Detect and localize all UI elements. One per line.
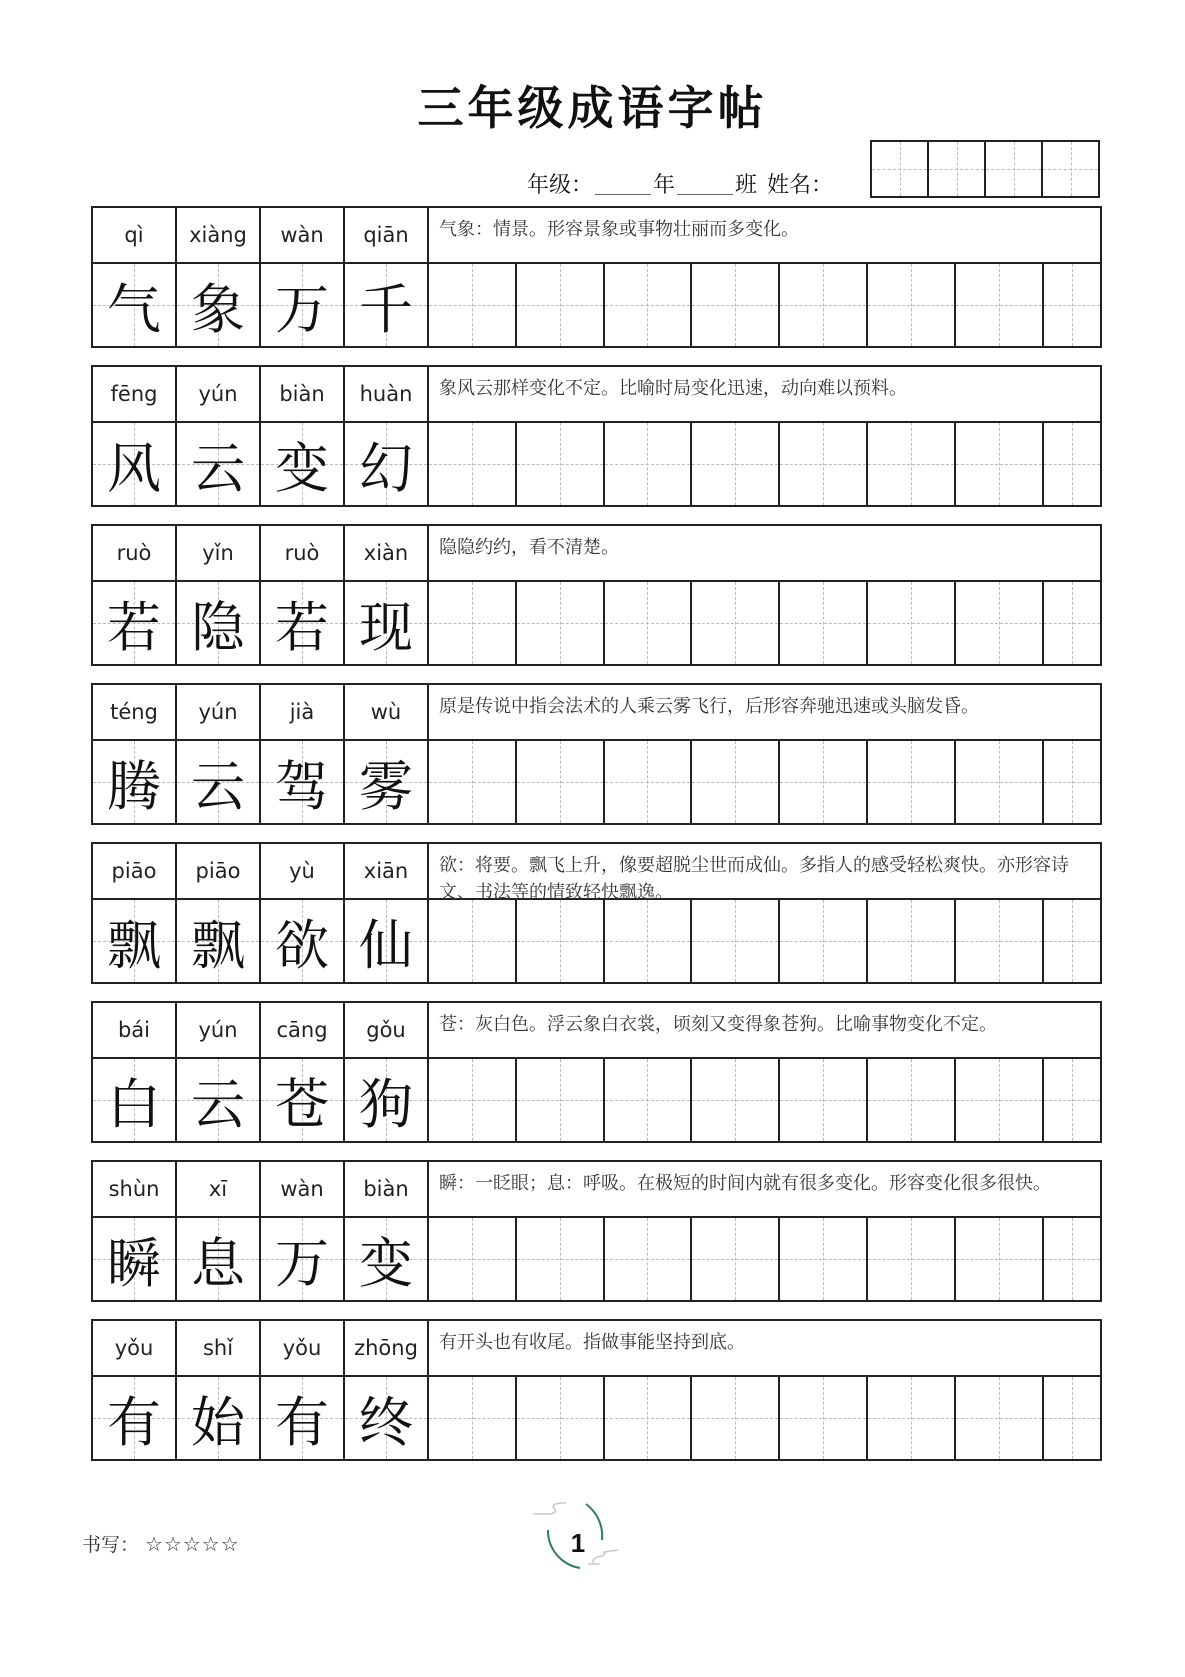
model-character: 腾: [107, 754, 161, 818]
practice-cell[interactable]: [1044, 741, 1100, 823]
model-character-cell: [177, 1059, 261, 1141]
idiom-block: [91, 1319, 1102, 1461]
pinyin-cell: piāo: [93, 844, 177, 898]
model-character-cell: [177, 1377, 261, 1459]
practice-cell[interactable]: [517, 900, 605, 982]
character-row: [93, 1377, 1100, 1459]
practice-cell[interactable]: [605, 1218, 693, 1300]
practice-cell[interactable]: [605, 582, 693, 664]
practice-cell[interactable]: [692, 1377, 780, 1459]
practice-cell[interactable]: [429, 741, 517, 823]
practice-cell[interactable]: [517, 582, 605, 664]
pinyin-cell: xiān: [345, 844, 429, 898]
model-character-cell: [93, 1218, 177, 1300]
model-character-cell: [345, 900, 429, 982]
model-character: 苍: [275, 1072, 329, 1136]
idiom-block: [91, 842, 1102, 984]
page-number: 1: [570, 1528, 586, 1558]
practice-cell[interactable]: [1044, 582, 1100, 664]
model-character: 隐: [191, 595, 245, 659]
idiom-block: [91, 524, 1102, 666]
practice-cell[interactable]: [868, 582, 956, 664]
practice-cell[interactable]: [692, 1218, 780, 1300]
model-character-cell: [345, 423, 429, 505]
pinyin-cell: jià: [261, 685, 345, 739]
practice-cell[interactable]: [429, 1377, 517, 1459]
model-character: 象: [191, 277, 245, 341]
model-character: 有: [107, 1390, 161, 1454]
practice-cell[interactable]: [429, 264, 517, 346]
pinyin-cell: yún: [177, 685, 261, 739]
practice-cell[interactable]: [429, 1218, 517, 1300]
practice-cell[interactable]: [692, 900, 780, 982]
model-character: 若: [107, 595, 161, 659]
model-character: 驾: [275, 754, 329, 818]
model-character: 有: [275, 1390, 329, 1454]
pinyin-cell: shùn: [93, 1162, 177, 1216]
pinyin-row: [93, 526, 1100, 582]
practice-cell[interactable]: [692, 741, 780, 823]
pinyin-row: [93, 1321, 1100, 1377]
model-character: 万: [275, 1231, 329, 1295]
model-character: 瞬: [107, 1231, 161, 1295]
practice-cell[interactable]: [868, 1377, 956, 1459]
page-number-badge: [518, 1500, 638, 1600]
model-character-cell: [93, 741, 177, 823]
pinyin-cell: yún: [177, 367, 261, 421]
practice-cell[interactable]: [605, 741, 693, 823]
idiom-meaning: 欲：将要。飘飞上升，像要超脱尘世而成仙。多指人的感受轻松爽快。亦形容诗文、书法等的情致轻快飘逸。: [439, 855, 1069, 903]
practice-cell[interactable]: [780, 900, 868, 982]
pinyin-cell: cāng: [261, 1003, 345, 1057]
practice-cell[interactable]: [956, 423, 1044, 505]
pinyin-row: [93, 685, 1100, 741]
model-character-cell: [345, 1377, 429, 1459]
name-box[interactable]: [1043, 142, 1098, 196]
practice-cell[interactable]: [780, 1377, 868, 1459]
practice-cell[interactable]: [780, 1218, 868, 1300]
pinyin-cell: biàn: [345, 1162, 429, 1216]
model-character: 息: [191, 1231, 245, 1295]
model-character-cell: [345, 582, 429, 664]
model-character: 幻: [359, 436, 413, 500]
pinyin-cell: biàn: [261, 367, 345, 421]
practice-cell[interactable]: [956, 264, 1044, 346]
practice-cell[interactable]: [1044, 264, 1100, 346]
character-row: [93, 741, 1100, 823]
model-character: 雾: [359, 754, 413, 818]
grade-label: 年级：: [527, 173, 594, 198]
idiom-meaning: 瞬：一眨眼；息：呼吸。在极短的时间内就有很多变化。形容变化很多很快。: [439, 1173, 1051, 1194]
practice-cell[interactable]: [517, 741, 605, 823]
idiom-meaning: 气象：情景。形容景象或事物壮丽而多变化。: [439, 219, 799, 240]
practice-cell[interactable]: [517, 1059, 605, 1141]
practice-cell[interactable]: [1044, 1218, 1100, 1300]
pinyin-cell: yù: [261, 844, 345, 898]
pinyin-cell: shǐ: [177, 1321, 261, 1375]
model-character-cell: [177, 741, 261, 823]
pinyin-cell: ruò: [261, 526, 345, 580]
pinyin-cell: wù: [345, 685, 429, 739]
practice-cell[interactable]: [429, 900, 517, 982]
idiom-meaning: 苍：灰白色。浮云象白衣裳，顷刻又变得象苍狗。比喻事物变化不定。: [439, 1014, 997, 1035]
name-label: 姓名：: [767, 173, 834, 198]
idiom-meaning: 隐隐约约，看不清楚。: [439, 537, 619, 558]
character-row: [93, 423, 1100, 505]
model-character: 现: [359, 595, 413, 659]
model-character-cell: [261, 582, 345, 664]
model-character-cell: [93, 423, 177, 505]
pinyin-cell: huàn: [345, 367, 429, 421]
practice-cell[interactable]: [605, 1059, 693, 1141]
grade-year-blank[interactable]: [595, 172, 651, 195]
year-suffix: 年: [653, 173, 676, 198]
practice-cell[interactable]: [868, 264, 956, 346]
practice-cell[interactable]: [956, 1059, 1044, 1141]
practice-cell[interactable]: [692, 264, 780, 346]
model-character-cell: [261, 900, 345, 982]
model-character: 若: [275, 595, 329, 659]
model-character-cell: [345, 264, 429, 346]
pinyin-row: [93, 844, 1100, 903]
model-character: 云: [191, 436, 245, 500]
rating-label: 书写：: [82, 1534, 140, 1556]
pinyin-cell: wàn: [261, 208, 345, 262]
practice-cell[interactable]: [605, 423, 693, 505]
practice-cell[interactable]: [780, 582, 868, 664]
practice-cell[interactable]: [956, 741, 1044, 823]
model-character: 飘: [191, 913, 245, 977]
practice-cell[interactable]: [692, 423, 780, 505]
practice-cell[interactable]: [1044, 900, 1100, 982]
practice-cell[interactable]: [517, 1377, 605, 1459]
practice-cell[interactable]: [1044, 423, 1100, 505]
pinyin-cell: piāo: [177, 844, 261, 898]
practice-cell[interactable]: [868, 900, 956, 982]
practice-cell[interactable]: [868, 741, 956, 823]
model-character-cell: [345, 1218, 429, 1300]
pinyin-row: [93, 1003, 1100, 1059]
practice-cell[interactable]: [780, 741, 868, 823]
pinyin-cell: xiàng: [177, 208, 261, 262]
model-character-cell: [261, 264, 345, 346]
practice-cell[interactable]: [780, 1059, 868, 1141]
practice-cell[interactable]: [1044, 1377, 1100, 1459]
pinyin-row: [93, 367, 1100, 423]
idiom-block: [91, 1160, 1102, 1302]
model-character: 千: [359, 277, 413, 341]
class-suffix: 班: [735, 173, 758, 198]
practice-cell[interactable]: [868, 423, 956, 505]
practice-cell[interactable]: [692, 582, 780, 664]
character-row: [93, 1218, 1100, 1300]
idiom-block: [91, 365, 1102, 507]
class-blank[interactable]: [677, 172, 733, 195]
pinyin-cell: yún: [177, 1003, 261, 1057]
model-character-cell: [177, 264, 261, 346]
model-character-cell: [177, 582, 261, 664]
pinyin-cell: yǒu: [261, 1321, 345, 1375]
model-character-cell: [345, 741, 429, 823]
model-character-cell: [261, 1377, 345, 1459]
model-character: 变: [359, 1231, 413, 1295]
practice-cell[interactable]: [429, 423, 517, 505]
page-title: 三年级成语字帖: [417, 81, 768, 135]
idiom-meaning: 原是传说中指会法术的人乘云雾飞行，后形容奔驰迅速或头脑发昏。: [439, 696, 979, 717]
model-character: 变: [275, 436, 329, 500]
model-character-cell: [93, 900, 177, 982]
model-character: 飘: [107, 913, 161, 977]
practice-cell[interactable]: [780, 423, 868, 505]
character-row: [93, 1059, 1100, 1141]
practice-cell[interactable]: [1044, 1059, 1100, 1141]
pinyin-cell: gǒu: [345, 1003, 429, 1057]
model-character-cell: [177, 423, 261, 505]
pinyin-row: [93, 1162, 1100, 1218]
model-character-cell: [261, 423, 345, 505]
practice-cell[interactable]: [956, 582, 1044, 664]
practice-cell[interactable]: [868, 1218, 956, 1300]
character-row: [93, 900, 1100, 982]
model-character: 风: [107, 436, 161, 500]
model-character: 云: [191, 1072, 245, 1136]
pinyin-cell: ruò: [93, 526, 177, 580]
character-row: [93, 582, 1100, 664]
name-box[interactable]: [986, 142, 1043, 196]
model-character-cell: [93, 1377, 177, 1459]
practice-cell[interactable]: [517, 1218, 605, 1300]
idiom-block: [91, 206, 1102, 348]
pinyin-cell: qì: [93, 208, 177, 262]
practice-cell[interactable]: [692, 1059, 780, 1141]
model-character-cell: [261, 741, 345, 823]
practice-cell[interactable]: [956, 1377, 1044, 1459]
practice-cell[interactable]: [780, 264, 868, 346]
idiom-block: [91, 683, 1102, 825]
model-character: 白: [107, 1072, 161, 1136]
model-character-cell: [93, 1059, 177, 1141]
pinyin-row: [93, 208, 1100, 264]
practice-cell[interactable]: [605, 1377, 693, 1459]
practice-cell[interactable]: [517, 264, 605, 346]
model-character: 始: [191, 1390, 245, 1454]
writing-rating: [82, 1530, 240, 1557]
idiom-block: [91, 1001, 1102, 1143]
model-character-cell: [261, 1059, 345, 1141]
practice-cell[interactable]: [605, 264, 693, 346]
pinyin-cell: bái: [93, 1003, 177, 1057]
practice-cell[interactable]: [429, 582, 517, 664]
model-character: 狗: [359, 1072, 413, 1136]
model-character-cell: [93, 582, 177, 664]
model-character: 气: [107, 277, 161, 341]
model-character: 云: [191, 754, 245, 818]
pinyin-cell: yǐn: [177, 526, 261, 580]
practice-cell[interactable]: [956, 900, 1044, 982]
pinyin-cell: téng: [93, 685, 177, 739]
pinyin-cell: qiān: [345, 208, 429, 262]
model-character: 终: [359, 1390, 413, 1454]
idiom-meaning: 有开头也有收尾。指做事能坚持到底。: [439, 1332, 745, 1353]
pinyin-cell: fēng: [93, 367, 177, 421]
pinyin-cell: zhōng: [345, 1321, 429, 1375]
model-character-cell: [345, 1059, 429, 1141]
idiom-meaning: 象风云那样变化不定。比喻时局变化迅速，动向难以预料。: [439, 378, 907, 399]
pinyin-cell: xī: [177, 1162, 261, 1216]
pinyin-cell: yǒu: [93, 1321, 177, 1375]
pinyin-cell: xiàn: [345, 526, 429, 580]
practice-cell[interactable]: [605, 900, 693, 982]
model-character-cell: [93, 264, 177, 346]
student-info: [527, 168, 833, 199]
model-character: 万: [275, 277, 329, 341]
character-row: [93, 264, 1100, 346]
practice-cell[interactable]: [429, 1059, 517, 1141]
model-character-cell: [177, 1218, 261, 1300]
name-box[interactable]: [872, 142, 929, 196]
star-rating-icons[interactable]: ☆☆☆☆☆: [145, 1531, 240, 1556]
pinyin-cell: wàn: [261, 1162, 345, 1216]
model-character-cell: [261, 1218, 345, 1300]
model-character: 欲: [275, 913, 329, 977]
model-character-cell: [177, 900, 261, 982]
model-character: 仙: [359, 913, 413, 977]
practice-cell[interactable]: [868, 1059, 956, 1141]
practice-cell[interactable]: [517, 423, 605, 505]
practice-cell[interactable]: [956, 1218, 1044, 1300]
name-boxes: [870, 140, 1100, 198]
name-box[interactable]: [929, 142, 986, 196]
